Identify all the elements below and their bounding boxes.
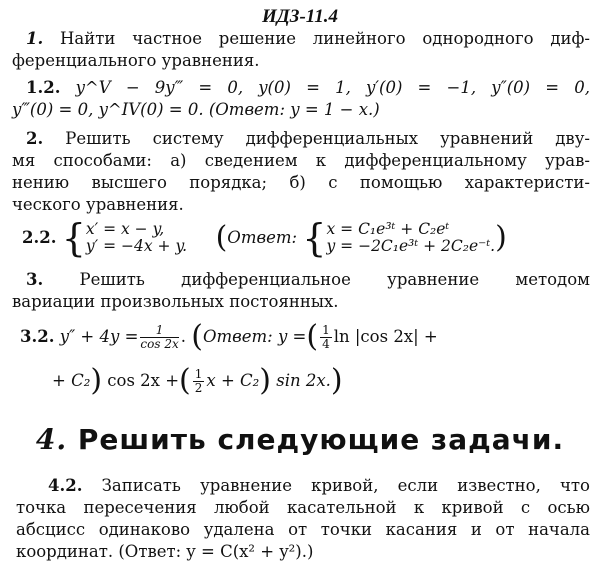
task3-line2-c: x + C₂ [206,370,260,390]
task3-example-line1: 3.2. y″ + 4y = $\frac{1}{\cos 2x}$ . (Ответ: y =( $\frac{1}{4}$ ln |cos 2x| + [20,319,438,354]
task2-text-line2: мя способами: а) сведением к дифференциальному урав- [12,151,590,170]
task3-equation-left: y″ + 4y = [59,326,139,346]
task1-example-label: 1.2. [26,78,61,97]
task2-answer-system [326,221,495,255]
task2-text-line1: Решить систему дифференциальных уравнений дву- [65,129,590,148]
task4-number: 4. [35,423,68,456]
task1-statement-line1 [26,31,590,48]
task2-example [22,216,590,260]
task3-example-line2: + C₂) cos 2x +( $\frac{1}{2}$ x + C₂) sin 2x.) [52,363,343,398]
task2-system [86,221,187,255]
task4-title: Решить следующие задачи. [77,423,565,456]
answer3-fraction2: $\frac{1}{2}$ [194,366,203,395]
task4-text-line4: координат. (Ответ: y = C(x² + y²).) [16,542,314,561]
task1-example-line2: y‴(0) = 0, y^IV(0) = 0. (Ответ: y = 1 − x.) [12,100,380,119]
task4-text-line1: Записать уравнение кривой, если известно, что [101,476,590,495]
task2-text-line4: ческого уравнения. [12,195,184,214]
answer3-open-paren: ( [191,319,203,354]
task4-heading [0,423,600,456]
task3-text-line2: вариации произвольных постоянных. [12,292,339,311]
task3-line2-a: + C₂ [52,370,91,390]
task2-answer-word: Ответ: [227,227,298,247]
task3-number: 3. [26,270,44,289]
task1-text-line2: ференциального уравнения. [12,51,260,70]
task2-statement-line1 [26,131,590,148]
answer-eq2: y = −2C₁e³ᵗ + 2C₂e⁻ᵗ. [326,237,496,255]
task4-text-line2: точка пересечения любой касательной к кривой с осью [16,498,590,517]
task3-line2-d: sin 2x. [276,370,331,390]
task3-example-label: 3.2. [20,326,55,346]
answer-eq1: x = C₁e³ᵗ + C₂eᵗ [326,219,450,238]
answer-open-paren: ( [215,220,228,255]
task3-answer-word: Ответ: [202,326,273,346]
task2-example-label: 2.2. [22,227,57,247]
task3-answer-start: y = [277,326,307,346]
answer-brace: { [302,216,327,260]
document-header: ИДЗ-11.4 [262,6,338,27]
task1-equation: y^V − 9y‴ = 0, y(0) = 1, y′(0) = −1, y″(0) = 0, [75,78,590,97]
task3-text-line1: Решить дифференциальное уравнение методом [79,270,590,289]
task1-example-line1 [26,80,590,97]
task3-answer-mid: ln |cos 2x| + [333,326,438,346]
task2-number: 2. [26,129,44,148]
answer3-fraction1: $\frac{1}{4}$ [322,322,330,351]
task2-text-line3: нению высшего порядка; б) с помощью характеристи- [12,173,590,192]
task1-number: 1. [26,29,44,48]
system-eq2: y′ = −4x + y. [85,237,188,255]
system-eq1: x′ = x − y, [85,219,165,238]
task1-text-line1: Найти частное решение линейного однородного диф- [60,29,590,48]
task3-fraction: $\frac{1}{\cos 2x}$ [140,322,179,351]
task4-text-line3: абсцисс одинаково удалена от точки касания и от начала [16,520,590,539]
task3-line2-b: cos 2x + [107,370,180,390]
system-brace: { [61,216,86,260]
task3-statement-line1 [26,272,590,289]
task4-line1 [48,478,590,495]
task4-example-label: 4.2. [48,476,83,495]
answer-close-paren: ) [495,220,507,255]
